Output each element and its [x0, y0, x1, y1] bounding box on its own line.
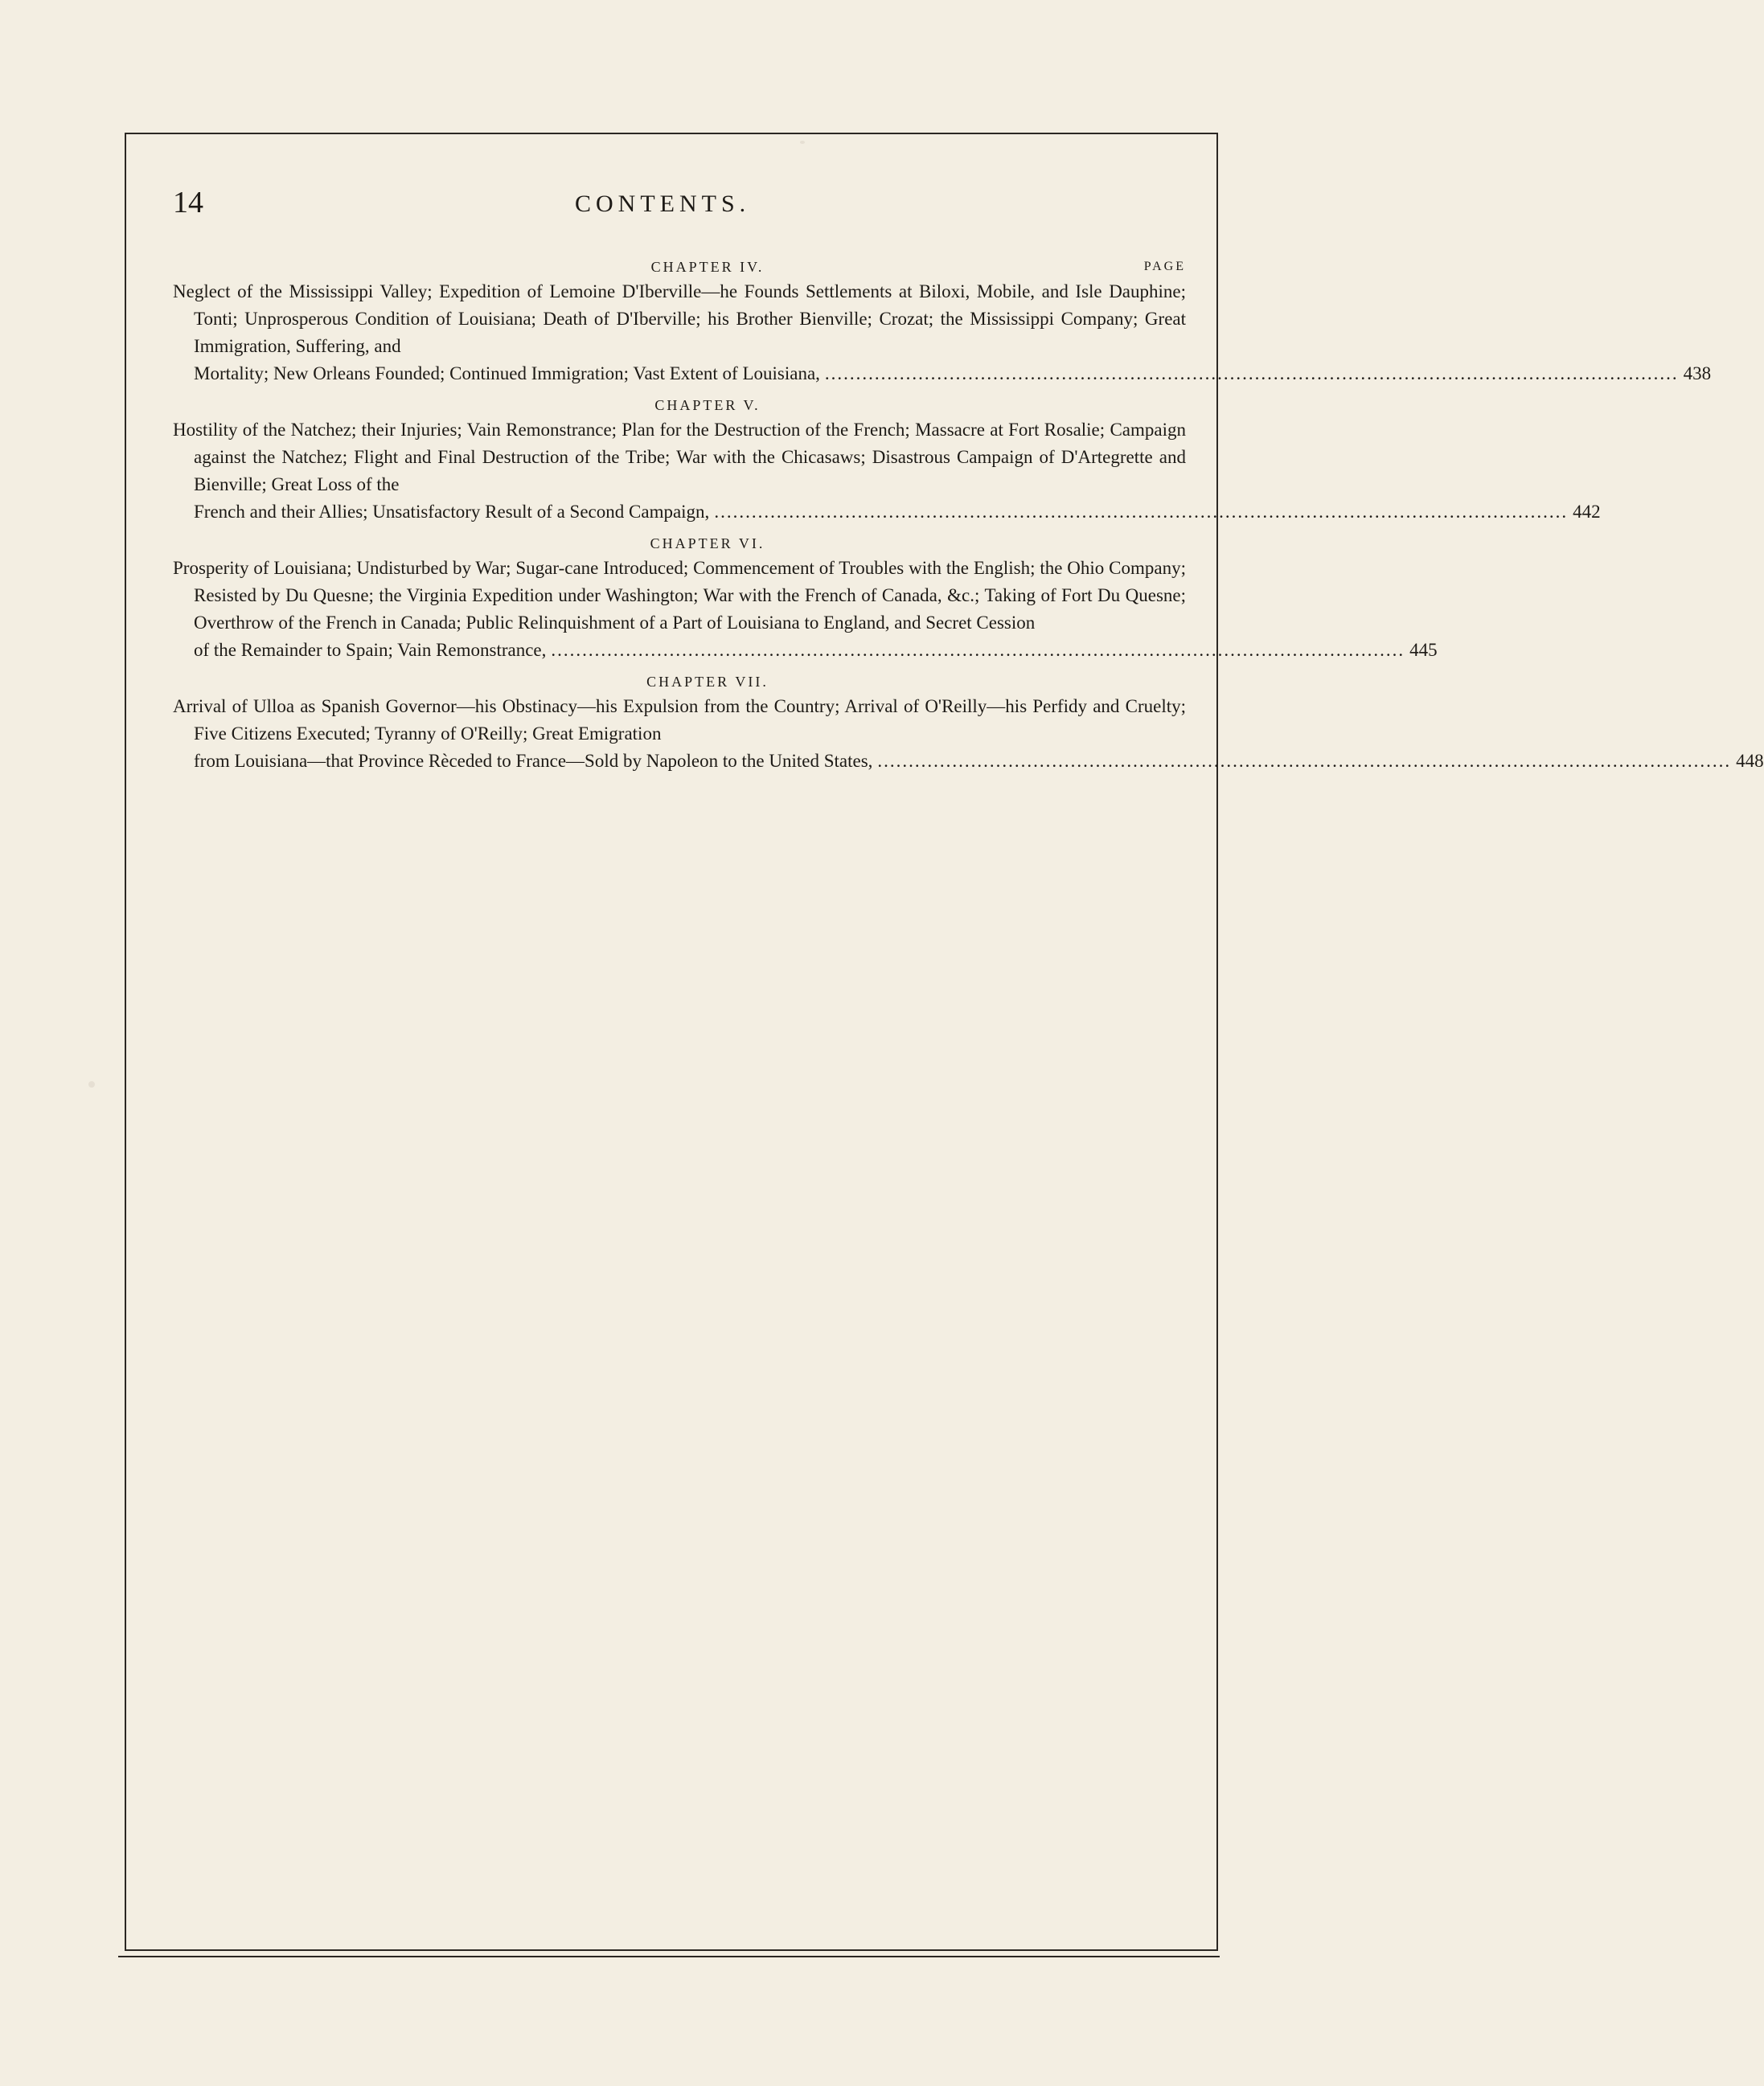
- chapter-summary-last-line: from Louisiana—that Province Rèceded to France—Sold by Napoleon to the United States,: [194, 751, 873, 771]
- chapter-summary: Prosperity of Louisiana; Undisturbed by War; Sugar-cane Introduced; Commencement of Troubles with the English; the Ohio Company; Resisted by Du Quesne; the Virginia Expedition under Washington; War with the French of Canada, &c.; Taking of Fort Du Quesne; Overthrow of the French in Canada; Public Relinquishment of a Part of Louisiana to England, and Secret Cession: [173, 558, 1186, 633]
- chapter-summary-last-line: French and their Allies; Unsatisfactory Result of a Second Campaign,: [194, 502, 710, 522]
- chapter-heading-row: [173, 256, 1186, 278]
- chapter-summary: Hostility of the Natchez; their Injuries; Vain Remonstrance; Plan for the Destruction of the French; Massacre at Fort Rosalie; Campaign against the Natchez; Flight and Final Destruction of the Tribe; War with the Chicasaws; Disastrous Campaign of D'Artegrette and Bienville; Great Loss of the: [173, 420, 1186, 494]
- dot-leader: .........................................................................................................................................: [824, 363, 1679, 383]
- chapter-heading: CHAPTER VII.: [646, 674, 769, 690]
- chapter-heading: CHAPTER V.: [654, 397, 761, 413]
- chapter-heading: CHAPTER VI.: [650, 535, 765, 551]
- page-number: 14: [173, 186, 203, 219]
- chapter-heading-row: [173, 532, 1186, 555]
- chapter-summary-last-line: Mortality; New Orleans Founded; Continued Immigration; Vast Extent of Louisiana,: [194, 363, 820, 383]
- chapter-summary-end: [173, 498, 1601, 526]
- chapter-entry: [173, 256, 1712, 387]
- chapter-summary-end: [173, 637, 1438, 664]
- chapter-summary-end: [173, 748, 1764, 775]
- chapter-summary: Neglect of the Mississippi Valley; Expedition of Lemoine D'Iberville—he Founds Settlements at Biloxi, Mobile, and Isle Dauphine; Tonti; Unprosperous Condition of Louisiana; Death of D'Iberville; his Brother Bienville; Crozat; the Mississippi Company; Great Immigration, Suffering, and: [173, 281, 1186, 356]
- contents-list: [173, 256, 1764, 781]
- chapter-summary-end: [173, 360, 1712, 387]
- page-column-label: PAGE: [1143, 260, 1186, 273]
- paper-spot: [800, 141, 805, 144]
- chapter-heading-row: [173, 394, 1186, 416]
- chapter-page-number: 442: [1573, 502, 1601, 522]
- chapter-page-number: 438: [1683, 363, 1712, 383]
- chapter-summary-last-line: of the Remainder to Spain; Vain Remonstrance,: [194, 640, 547, 660]
- chapter-page-number: 445: [1409, 640, 1438, 660]
- page-header: [173, 185, 1186, 225]
- paper-spot: [88, 1081, 95, 1088]
- dot-leader: .........................................................................................................................................: [877, 751, 1732, 771]
- chapter-entry: [173, 394, 1601, 526]
- chapter-heading: CHAPTER IV.: [650, 259, 765, 275]
- chapter-page-number: 448: [1736, 751, 1764, 771]
- dot-leader: .........................................................................................................................................: [714, 502, 1569, 522]
- chapter-entry: [173, 532, 1438, 664]
- running-head: CONTENTS.: [575, 191, 751, 217]
- dot-leader: .........................................................................................................................................: [551, 640, 1405, 660]
- chapter-entry: [173, 670, 1764, 775]
- chapter-summary: Arrival of Ulloa as Spanish Governor—his Obstinacy—his Expulsion from the Country; Arrival of O'Reilly—his Perfidy and Cruelty; Five Citizens Executed; Tyranny of O'Reilly; Great Emigration: [173, 696, 1186, 744]
- chapter-heading-row: [173, 670, 1186, 693]
